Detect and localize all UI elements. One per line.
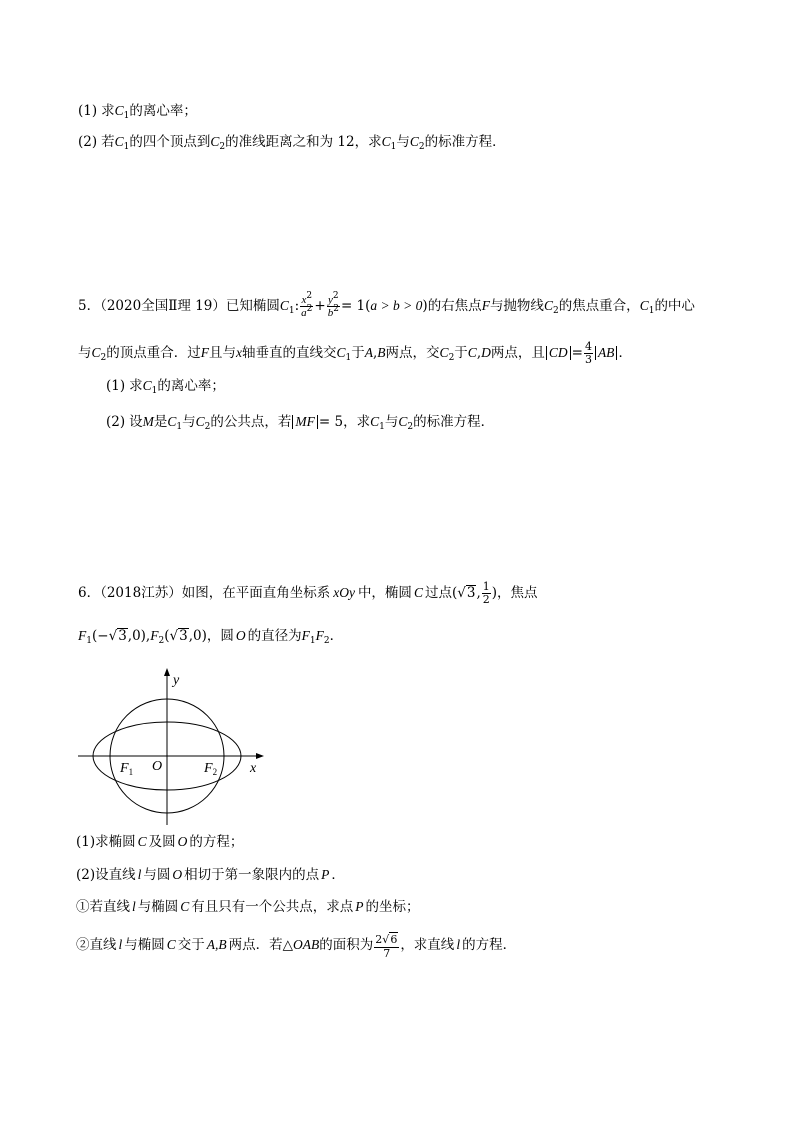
fraction-x2-a2: $\frac{x^2}{a^2}$ — [301, 291, 313, 319]
fraction-y2-b2: $\frac{y^2}{b^2}$ — [327, 291, 339, 319]
p4-question-2: (2) 若$C_1$的四个顶点到$C_2$的准线距离之和为 12，求$C_1$与$C_2$的标准方程． — [78, 134, 506, 152]
p6-statement-line-2: $F_1(-√3,0),F_2(√3,0)$，圆 O 的直径为$F_1F_2$． — [78, 628, 344, 646]
p6-question-2: (2)设直线 l 与圆 O 相切于第一象限内的点 P ． — [76, 867, 345, 883]
focus-f1-label: $F_1$ — [120, 761, 134, 777]
p6-subquestion-1: ①若直线 l 与椭圆 C 有且只有一个公共点，求点 P 的坐标； — [76, 899, 420, 915]
focus-f2-label: $F_2$ — [204, 761, 218, 777]
p5-question-2: (2) 设M是$C_1$与$C_2$的公共点，若 MF = 5，求$C_1$与$C_2$的标准方程． — [106, 414, 495, 432]
p5-statement-line-1: 5．（2020全国Ⅱ理 19）已知椭圆$C_1$: $\frac{x^2}{a^2}$ + $\frac{y^2}{b^2}$ = 1(a > b > 0)的右焦点F与抛物线$C_2$的焦点重合，$C_1$的中心 — [78, 291, 695, 319]
p6-subquestion-2: ②直线 l 与椭圆 C 交于 A,B 两点．若△OAB的面积为 $\frac{2√6}{7}$ ，求直线 l 的方程． — [76, 932, 517, 960]
p4-question-1: (1) 求$C_1$的离心率； — [78, 103, 197, 121]
x-axis-label: x — [250, 761, 257, 776]
y-axis-label: y — [173, 673, 180, 688]
p5-statement-line-2: 与$C_2$的顶点重合．过F且与x轴垂直的直线交$C_1$于A,B两点，交$C_2$于C,D两点，且 CD = $\frac{4}{3}$ AB ． — [78, 340, 632, 366]
y-axis-arrow — [164, 668, 170, 676]
p5-question-1: (1) 求$C_1$的离心率； — [106, 378, 225, 396]
x-axis-arrow — [256, 753, 264, 759]
p6-question-1: (1)求椭圆 C 及圆 O 的方程； — [76, 834, 244, 850]
ellipse-circle-figure — [76, 668, 276, 828]
p6-statement-line-1: 6．（2018江苏）如图，在平面直角坐标系 xOy 中，椭圆 C 过点(√3, $\frac{1}{2}$ )，焦点 — [78, 580, 538, 606]
origin-label: O — [152, 759, 163, 774]
